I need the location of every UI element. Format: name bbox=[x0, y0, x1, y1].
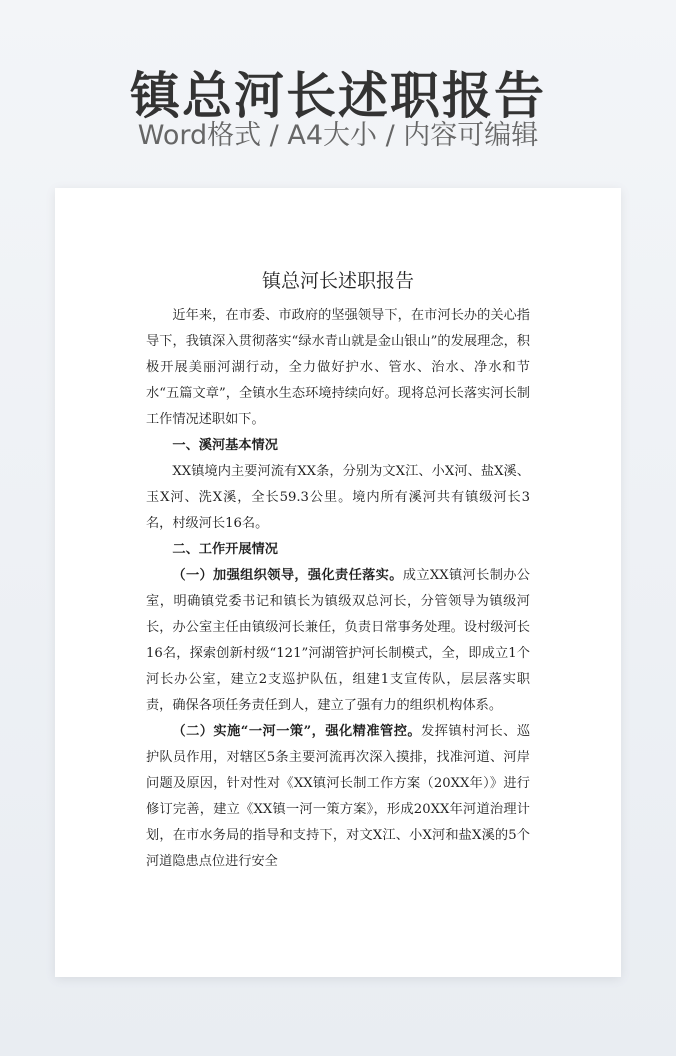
work-item-1 bbox=[146, 563, 530, 719]
work-item-2-lead: （二）实施“一河一策”，强化精准管控。 bbox=[172, 724, 422, 739]
work-item-2-text: 发挥镇村河长、巡护队员作用，对辖区5条主要河流再次深入摸排，找准河道、河岸问题及原因，针对性对《XX镇河长制工作方案（20XX年）》进行修订完善，建立《XX镇一河一策方案》，形成20XX年河道治理计划，在市水务局的指导和支持下，对文X江、小X河和盐X溪的5个河道隐患点位进行安全 bbox=[146, 724, 531, 869]
section-paragraph-1: XX镇境内主要河流有XX条，分别为文X江、小X河、盐X溪、玉X河、洗X溪，全长59.3公里。境内所有溪河共有镇级河长3名，村级河长16名。 bbox=[146, 464, 530, 531]
work-item-1-text: 成立XX镇河长制办公室，明确镇党委书记和镇长为镇级双总河长，分管领导为镇级河长，办公室主任由镇级河长兼任，负责日常事务处理。设村级河长16名，探索创新村级“121”河湖管护河长制模式，全，即成立1个河长办公室，建立2支巡护队伍，组建1支宣传队，层层落实职责，确保各项任务责任到人，建立了强有力的组织机构体系。 bbox=[146, 568, 530, 713]
document-title: 镇总河长述职报告 bbox=[261, 270, 414, 292]
section-heading-2: 二、工作开展情况 bbox=[172, 542, 278, 557]
banner bbox=[0, 0, 676, 186]
intro-paragraph: 近年来，在市委、市政府的坚强领导下，在市河长办的关心指导下，我镇深入贯彻落实“绿水青山就是金山银山”的发展理念，积极开展美丽河湖行动，全力做好护水、管水、治水、净水和节水“五篇文章”，全镇水生态环境持续向好。现将总河长落实河长制工作情况述职如下。 bbox=[146, 308, 530, 427]
banner-title: 镇总河长述职报告 bbox=[130, 67, 546, 125]
document-page bbox=[55, 188, 621, 977]
work-item-2 bbox=[146, 719, 530, 875]
section-heading-1: 一、溪河基本情况 bbox=[172, 438, 278, 453]
banner-subtitle: Word格式 / A4大小 / 内容可编辑 bbox=[137, 120, 539, 151]
work-item-1-lead: （一）加强组织领导，强化责任落实。 bbox=[172, 568, 403, 583]
document-body bbox=[146, 264, 530, 875]
